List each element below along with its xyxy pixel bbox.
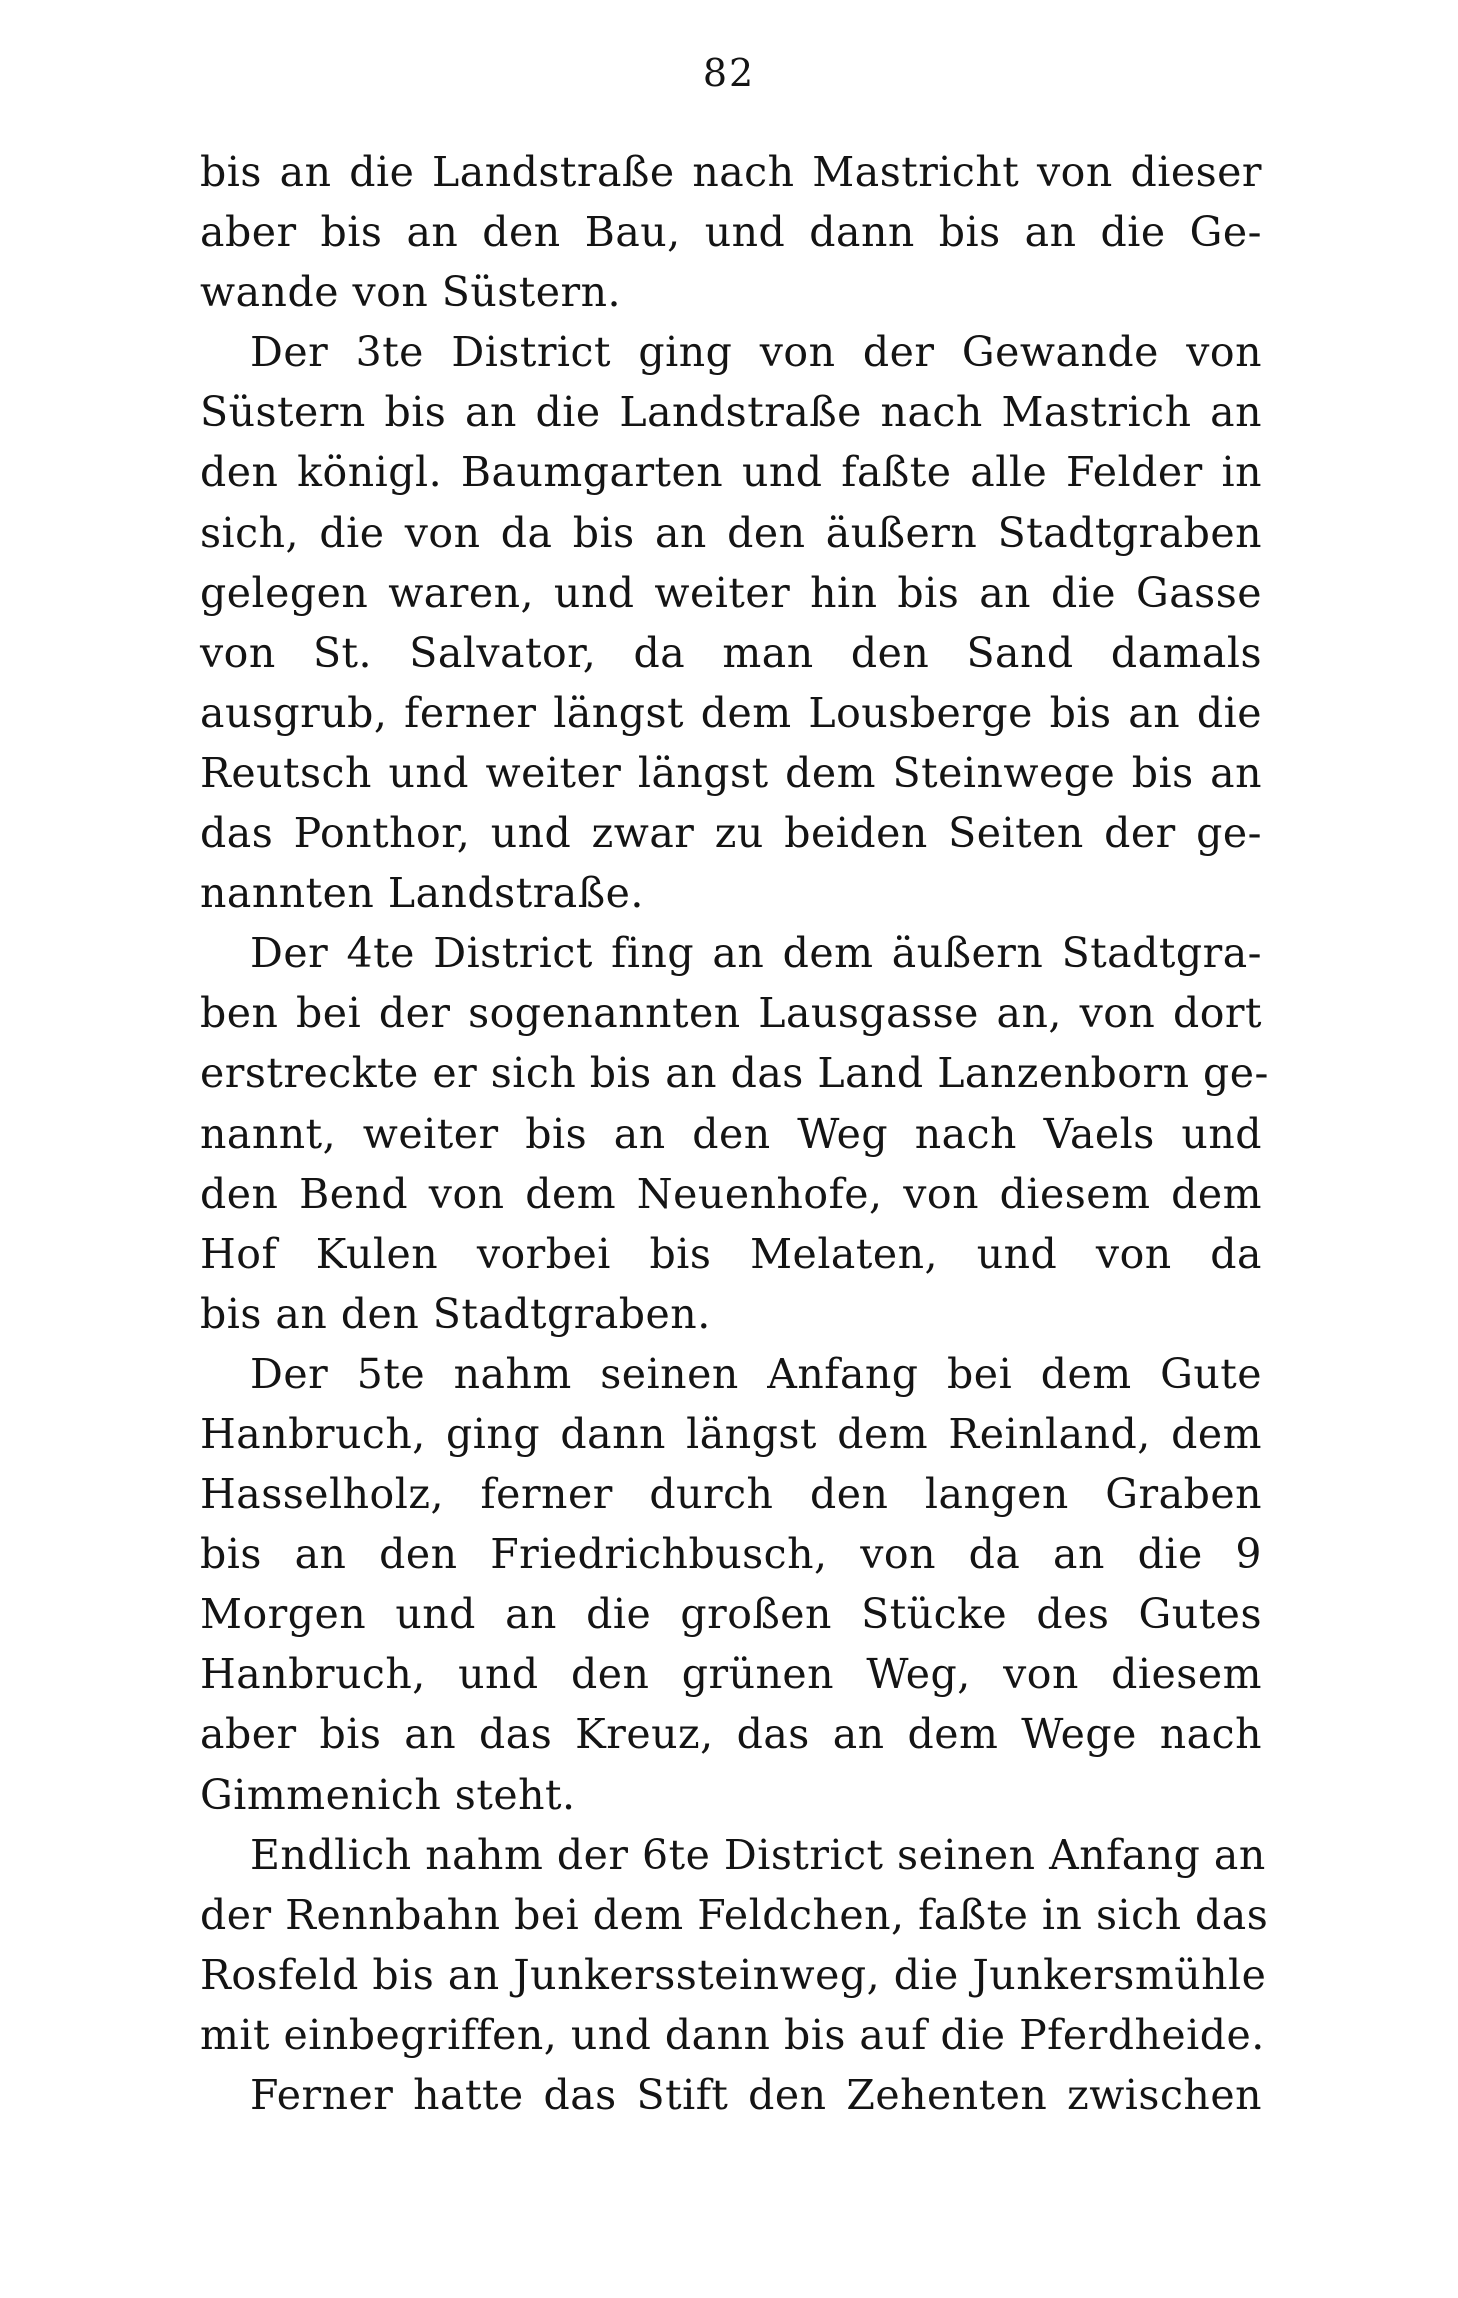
text-line: aber bis an das Kreuz, das an dem Wege nach — [200, 1710, 1262, 1759]
text-line: Rosfeld bis an Junkerssteinweg, die Junkersmühle — [200, 1950, 1267, 1999]
text-line: das Ponthor, und zwar zu beiden Seiten der ge- — [200, 809, 1262, 858]
text-line: erstreckte er sich bis an das Land Lanzenborn ge- — [200, 1049, 1269, 1098]
body-text — [200, 142, 1269, 2125]
paragraph-district-6 — [200, 1825, 1269, 2065]
text-line: ben bei der sogenannten Lausgasse an, von dort — [200, 989, 1262, 1038]
text-line: den königl. Baumgarten und faßte alle Felder in — [200, 448, 1262, 497]
text-line: mit einbegriffen, und dann bis auf die Pferdheide. — [200, 2010, 1265, 2059]
text-line: Hasselholz, ferner durch den langen Graben — [200, 1470, 1262, 1519]
text-line: nannten Landstraße. — [200, 869, 644, 918]
text-line: sich, die von da bis an den äußern Stadtgraben — [200, 508, 1262, 557]
text-line: gelegen waren, und weiter hin bis an die Gasse — [200, 568, 1262, 617]
text-line: ausgrub, ferner längst dem Lousberge bis an die — [200, 688, 1262, 737]
page-number: 82 — [702, 51, 756, 95]
text-line: Ferner hatte das Stift den Zehenten zwischen — [250, 2071, 1262, 2119]
paragraph-district-4 — [200, 923, 1269, 1344]
text-line: bis an die Landstraße nach Mastricht von dieser — [200, 148, 1262, 196]
text-line: Reutsch und weiter längst dem Steinwege bis an — [200, 748, 1262, 797]
text-line: nannt, weiter bis an den Weg nach Vaels und — [200, 1109, 1262, 1158]
text-line: der Rennbahn bei dem Feldchen, faßte in sich das — [200, 1890, 1269, 1939]
text-line: Hanbruch, und den grünen Weg, von diesem — [200, 1650, 1262, 1699]
text-line: Süstern bis an die Landstraße nach Mastrich an — [200, 388, 1262, 437]
text-line: Morgen und an die großen Stücke des Gutes — [200, 1590, 1262, 1639]
paragraph-tithe — [200, 2065, 1262, 2125]
text-line: Gimmenich steht. — [200, 1770, 576, 1819]
text-line: bis an den Friedrichbusch, von da an die 9 — [200, 1530, 1262, 1579]
text-line: wande von Süstern. — [200, 268, 622, 317]
text-line: bis an den Stadtgraben. — [200, 1289, 711, 1338]
text-line: Hanbruch, ging dann längst dem Reinland, dem — [200, 1409, 1262, 1458]
text-line: Der 5te nahm seinen Anfang bei dem Gute — [250, 1349, 1262, 1398]
text-line: den Bend von dem Neuenhofe, von diesem dem — [200, 1169, 1262, 1218]
paragraph-continuation — [200, 142, 1262, 322]
text-line: aber bis an den Bau, und dann bis an die Ge- — [200, 208, 1262, 257]
text-line: von St. Salvator, da man den Sand damals — [200, 628, 1262, 677]
text-line: Hof Kulen vorbei bis Melaten, und von da — [200, 1229, 1262, 1278]
text-line: Der 4te District fing an dem äußern Stadtgra- — [250, 929, 1262, 978]
paragraph-district-3 — [200, 322, 1262, 923]
text-line: Endlich nahm der 6te District seinen Anfang an — [250, 1830, 1266, 1879]
text-line: Der 3te District ging von der Gewande von — [250, 328, 1262, 377]
paragraph-district-5 — [200, 1344, 1262, 1825]
